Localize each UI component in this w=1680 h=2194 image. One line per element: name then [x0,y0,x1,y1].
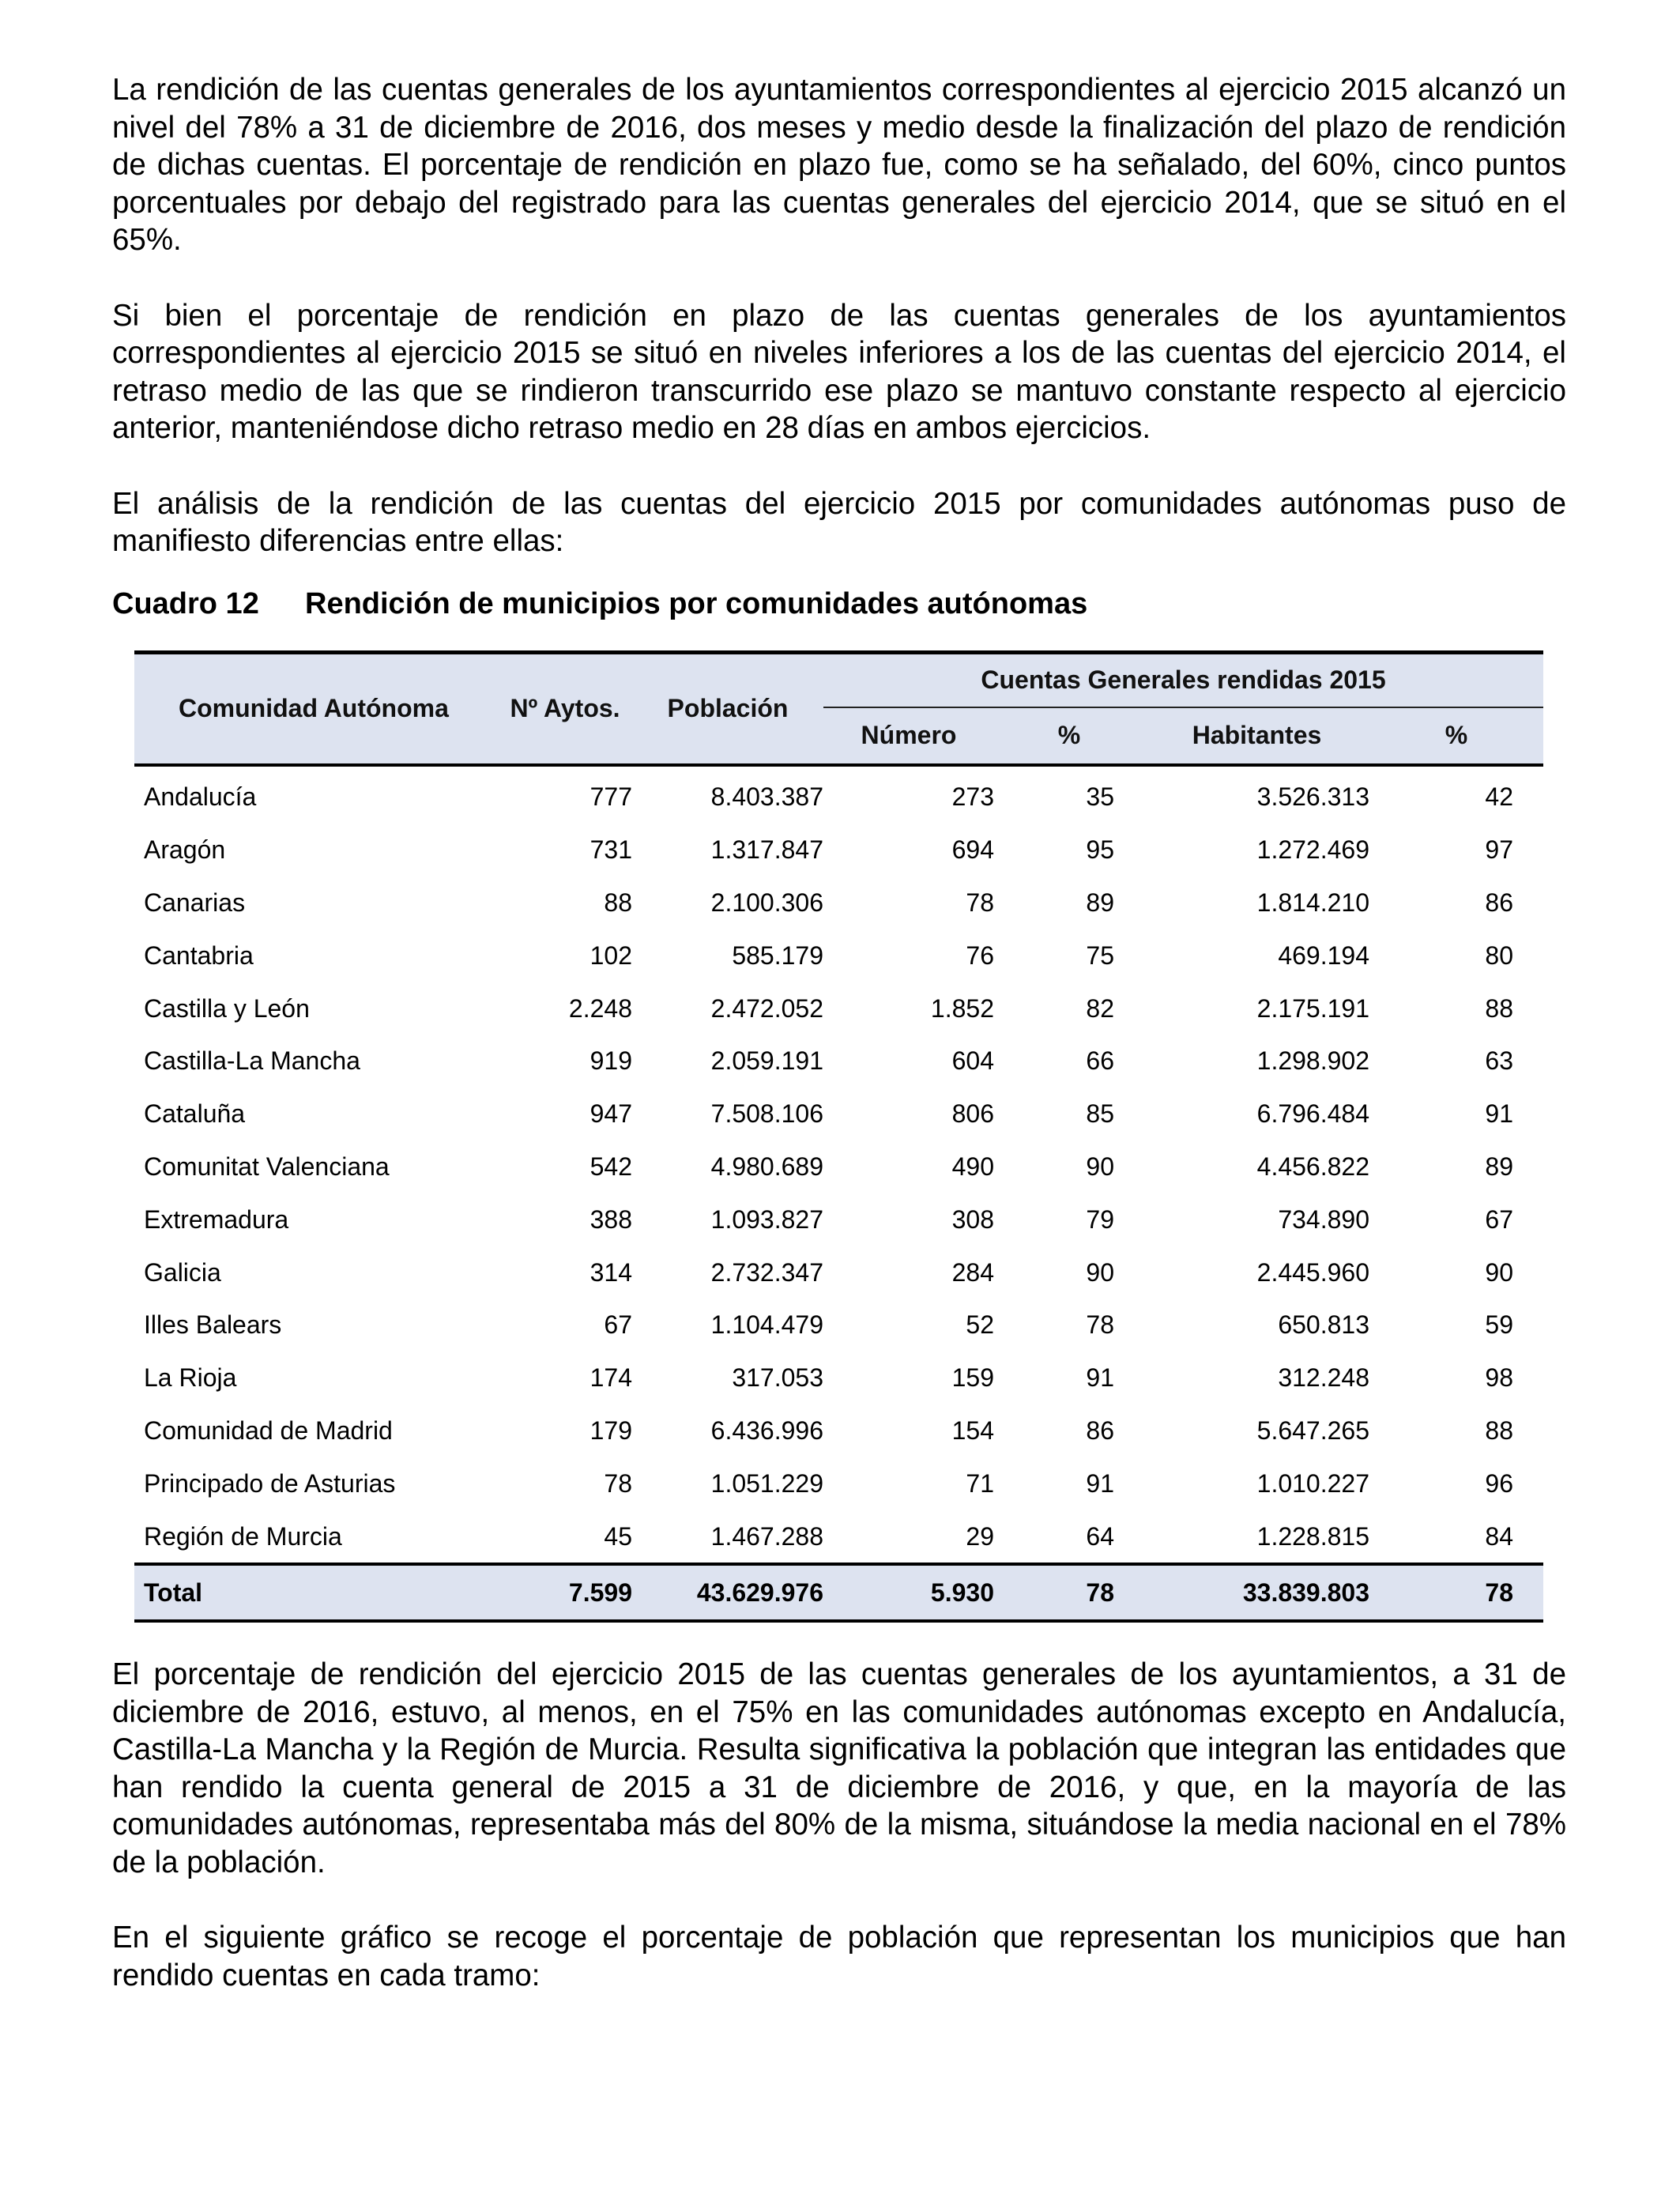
total-label: Total [134,1564,498,1621]
row-pct-habitantes: 88 [1485,1416,1513,1445]
row-pct-habitantes: 89 [1485,1152,1513,1181]
row-comunidad: Galicia [144,1257,221,1287]
table-header-row-1 [134,652,1543,707]
row-aytos: 179 [590,1416,632,1445]
total-numero: 5.930 [823,1564,994,1621]
table-row [134,1299,1543,1351]
row-habitantes: 650.813 [1278,1310,1369,1340]
row-comunidad: Aragón [144,835,226,865]
row-poblacion: 585.179 [732,941,823,970]
row-poblacion: 1.051.229 [710,1468,823,1498]
table-row [134,1404,1543,1457]
table-row [134,1088,1543,1140]
table-row [134,929,1543,982]
row-aytos: 731 [590,835,632,865]
paragraph-4: El porcentaje de rendición del ejercicio 2015 de las cuentas generales de los ayuntamientos, a 31 de diciembre de 2016, estuvo, al menos, en el 75% en las comunidades autónomas excepto en Andalucía, Castilla-La Mancha y la Región de Murcia. Resulta significativa la población que integran las entidades que han rendido la cuenta general de 2015 a 31 de diciembre de 2016, y que, en la mayoría de las comunidades autónomas, representaba más del 80% de la misma, situándose la media nacional en el 78% de la población. [112,1657,1566,1879]
row-poblacion: 8.403.387 [710,782,823,812]
total-habitantes: 33.839.803 [1144,1564,1369,1621]
row-pct-habitantes: 97 [1485,835,1513,865]
row-numero: 806 [951,1099,994,1129]
row-pct-numero: 95 [1086,835,1114,865]
row-pct-habitantes: 88 [1485,993,1513,1023]
row-numero: 76 [966,941,994,970]
row-numero: 490 [951,1152,994,1181]
row-aytos: 45 [604,1521,632,1551]
paragraph-1: La rendición de las cuentas generales de los ayuntamientos correspondientes al ejercicio 2015 alcanzó un nivel del 78% a 31 de diciembre de 2016, dos meses y medio desde la finalización del plazo de rendición de dichas cuentas. El porcentaje de rendición en plazo fue, como se ha señalado, del 60%, cinco puntos porcentuales por debajo del registrado para las cuentas generales del ejercicio 2014, que se situó en el 65%. [112,73,1566,257]
table-row [134,1351,1543,1404]
table-row [134,876,1543,929]
caption-number: Cuadro 12 [112,586,259,620]
row-habitantes: 1.298.902 [1256,1046,1369,1076]
row-numero: 78 [966,888,994,917]
header-pct-habitantes: % [1369,707,1543,765]
header-aytos: Nº Aytos. [498,652,632,765]
row-comunidad: Castilla-La Mancha [144,1046,360,1076]
row-poblacion: 2.059.191 [710,1046,823,1076]
row-comunidad: La Rioja [144,1363,237,1393]
total-poblacion: 43.629.976 [632,1564,823,1621]
row-habitantes: 2.175.191 [1256,993,1369,1023]
row-aytos: 388 [590,1204,632,1234]
row-numero: 604 [951,1046,994,1076]
row-pct-habitantes: 96 [1485,1468,1513,1498]
row-aytos: 67 [604,1310,632,1340]
row-pct-habitantes: 84 [1485,1521,1513,1551]
row-comunidad: Canarias [144,888,246,917]
caption-title: Rendición de municipios por comunidades autónomas [305,586,1088,620]
row-habitantes: 734.890 [1278,1204,1369,1234]
row-numero: 52 [966,1310,994,1340]
municipios-table [134,650,1543,1623]
row-poblacion: 2.732.347 [710,1257,823,1287]
row-aytos: 88 [604,888,632,917]
row-numero: 284 [951,1257,994,1287]
row-pct-habitantes: 98 [1485,1363,1513,1393]
table-row [134,982,1543,1035]
row-comunidad: Extremadura [144,1204,289,1234]
row-pct-numero: 91 [1086,1468,1114,1498]
row-numero: 71 [966,1468,994,1498]
row-numero: 29 [966,1521,994,1551]
row-habitantes: 1.228.815 [1256,1521,1369,1551]
header-comunidad: Comunidad Autónoma [134,652,498,765]
header-numero: Número [823,707,994,765]
row-aytos: 174 [590,1363,632,1393]
row-poblacion: 7.508.106 [710,1099,823,1129]
row-aytos: 2.248 [568,993,632,1023]
row-numero: 308 [951,1204,994,1234]
header-habitantes: Habitantes [1144,707,1369,765]
row-pct-numero: 66 [1086,1046,1114,1076]
row-numero: 694 [951,835,994,865]
row-pct-numero: 91 [1086,1363,1114,1393]
row-poblacion: 1.317.847 [710,835,823,865]
row-habitantes: 3.526.313 [1256,782,1369,812]
row-poblacion: 2.472.052 [710,993,823,1023]
row-pct-numero: 86 [1086,1416,1114,1445]
row-pct-numero: 85 [1086,1099,1114,1129]
row-aytos: 542 [590,1152,632,1181]
row-habitantes: 5.647.265 [1256,1416,1369,1445]
table-caption [112,584,1566,624]
row-aytos: 947 [590,1099,632,1129]
row-poblacion: 4.980.689 [710,1152,823,1181]
row-comunidad: Región de Murcia [144,1521,342,1551]
paragraph-3: El análisis de la rendición de las cuentas del ejercicio 2015 por comunidades autónomas puso de manifiesto diferencias entre ellas: [112,486,1566,558]
table-total-row [134,1564,1543,1621]
document-page [112,71,1566,2032]
row-aytos: 919 [590,1046,632,1076]
row-poblacion: 1.093.827 [710,1204,823,1234]
row-aytos: 102 [590,941,632,970]
row-numero: 154 [951,1416,994,1445]
row-habitantes: 1.272.469 [1256,835,1369,865]
total-pct-numero: 78 [994,1564,1144,1621]
paragraph-5: En el siguiente gráfico se recoge el porcentaje de población que representan los municipios que han rendido cuentas en cada tramo: [112,1921,1566,1992]
table-row [134,824,1543,876]
row-habitantes: 312.248 [1278,1363,1369,1393]
row-comunidad: Principado de Asturias [144,1468,396,1498]
row-pct-numero: 78 [1086,1310,1114,1340]
row-habitantes: 1.814.210 [1256,888,1369,917]
row-comunidad: Castilla y León [144,993,310,1023]
header-pct-numero: % [994,707,1144,765]
row-poblacion: 1.104.479 [710,1310,823,1340]
row-pct-numero: 75 [1086,941,1114,970]
row-habitantes: 469.194 [1278,941,1369,970]
row-poblacion: 6.436.996 [710,1416,823,1445]
row-pct-habitantes: 67 [1485,1204,1513,1234]
row-pct-numero: 64 [1086,1521,1114,1551]
row-aytos: 314 [590,1257,632,1287]
header-group-cuentas: Cuentas Generales rendidas 2015 [823,652,1543,707]
row-poblacion: 317.053 [732,1363,823,1393]
row-pct-numero: 35 [1086,782,1114,812]
row-pct-numero: 89 [1086,888,1114,917]
row-pct-habitantes: 86 [1485,888,1513,917]
total-pct-habitantes: 78 [1369,1564,1543,1621]
row-comunidad: Comunidad de Madrid [144,1416,393,1445]
row-comunidad: Cataluña [144,1099,246,1129]
table-row [134,765,1543,824]
table-row [134,1246,1543,1299]
row-pct-numero: 90 [1086,1152,1114,1181]
row-comunidad: Cantabria [144,941,254,970]
row-pct-habitantes: 59 [1485,1310,1513,1340]
row-comunidad: Illes Balears [144,1310,282,1340]
header-poblacion: Población [632,652,823,765]
table-row [134,1457,1543,1510]
table-body [134,765,1543,1565]
row-comunidad: Andalucía [144,782,257,812]
row-pct-habitantes: 63 [1485,1046,1513,1076]
row-pct-numero: 79 [1086,1204,1114,1234]
row-comunidad: Comunitat Valenciana [144,1152,390,1181]
total-aytos: 7.599 [498,1564,632,1621]
table-row [134,1035,1543,1088]
row-pct-habitantes: 42 [1485,782,1513,812]
row-pct-numero: 90 [1086,1257,1114,1287]
row-pct-numero: 82 [1086,993,1114,1023]
row-poblacion: 2.100.306 [710,888,823,917]
table-row [134,1193,1543,1246]
row-habitantes: 2.445.960 [1256,1257,1369,1287]
row-numero: 159 [951,1363,994,1393]
row-pct-habitantes: 80 [1485,941,1513,970]
row-habitantes: 4.456.822 [1256,1152,1369,1181]
row-aytos: 777 [590,782,632,812]
row-pct-habitantes: 90 [1485,1257,1513,1287]
table-container [134,650,1543,1623]
row-aytos: 78 [604,1468,632,1498]
table-row [134,1140,1543,1193]
row-numero: 1.852 [930,993,994,1023]
row-habitantes: 6.796.484 [1256,1099,1369,1129]
row-numero: 273 [951,782,994,812]
paragraph-2: Si bien el porcentaje de rendición en plazo de las cuentas generales de los ayuntamientos correspondientes al ejercicio 2015 se situó en niveles inferiores a los de las cuentas del ejercicio 2014, el retraso medio de las que se rindieron transcurrido ese plazo se mantuvo constante respecto al ejercicio anterior, manteniéndose dicho retraso medio en 28 días en ambos ejercicios. [112,298,1566,445]
row-pct-habitantes: 91 [1485,1099,1513,1129]
row-poblacion: 1.467.288 [710,1521,823,1551]
row-habitantes: 1.010.227 [1256,1468,1369,1498]
table-row [134,1510,1543,1565]
